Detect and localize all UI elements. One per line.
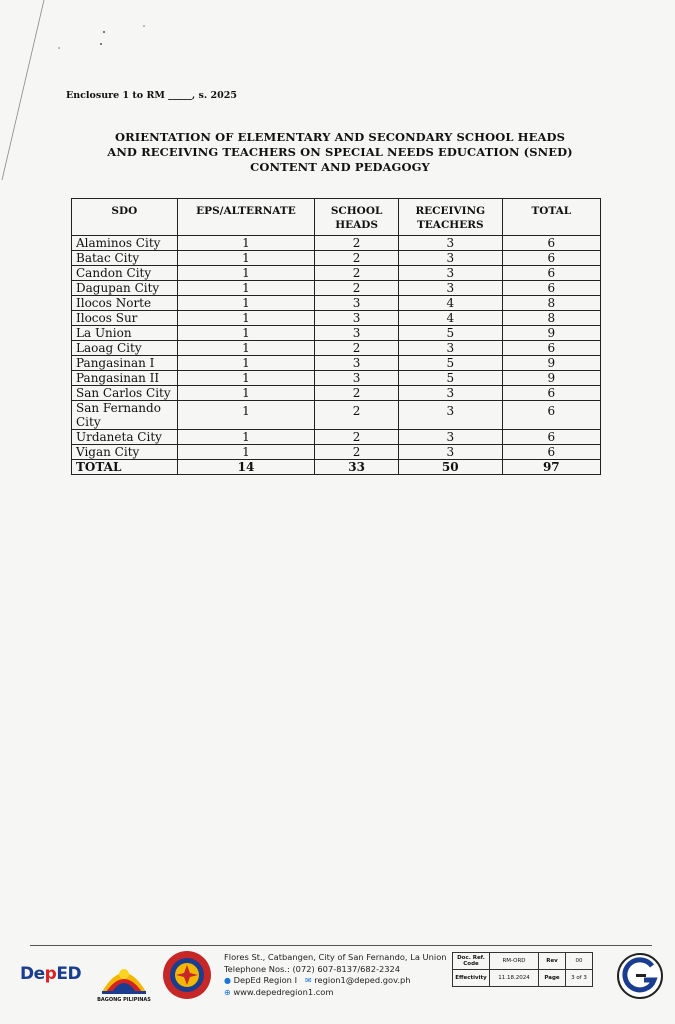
cell-eps: 1 bbox=[177, 296, 315, 311]
cell-eps: 1 bbox=[177, 371, 315, 386]
cell-school-heads: 3 bbox=[315, 296, 399, 311]
document-reference-table bbox=[452, 952, 593, 987]
cell-eps: 1 bbox=[177, 266, 315, 281]
table-row bbox=[72, 445, 601, 460]
email-icon: ✉ bbox=[304, 976, 312, 985]
deped-logo-text-a: De bbox=[20, 964, 45, 984]
cell-school-heads: 3 bbox=[315, 371, 399, 386]
cell-receiving-teachers: 5 bbox=[398, 371, 502, 386]
cell-eps: 1 bbox=[177, 356, 315, 371]
table-row bbox=[72, 296, 601, 311]
cell-total: 6 bbox=[502, 401, 600, 430]
cell-receiving-teachers: 3 bbox=[398, 386, 502, 401]
cell-receiving-teachers: 5 bbox=[398, 356, 502, 371]
header-sdo: SDO bbox=[72, 199, 178, 236]
cell-eps: 1 bbox=[177, 430, 315, 445]
cell-total: 6 bbox=[502, 430, 600, 445]
cell-sdo: Dagupan City bbox=[72, 281, 178, 296]
cell-sdo: Ilocos Sur bbox=[72, 311, 178, 326]
cell-total: 6 bbox=[502, 266, 600, 281]
cell-school-heads: 2 bbox=[315, 251, 399, 266]
cell-eps: 1 bbox=[177, 311, 315, 326]
deped-region-seal bbox=[162, 950, 212, 1000]
cell-total: 9 bbox=[502, 326, 600, 341]
table-row bbox=[72, 326, 601, 341]
table-row bbox=[72, 311, 601, 326]
cell-receiving-teachers: 5 bbox=[398, 326, 502, 341]
address-text: Flores St., Catbangen, City of San Fernando, La Union bbox=[224, 952, 447, 962]
cell-total: 6 bbox=[502, 281, 600, 296]
doc-ref-label: Doc. Ref. Code bbox=[453, 953, 490, 970]
page-label: Page bbox=[539, 970, 566, 987]
cell-receiving-teachers: 4 bbox=[398, 311, 502, 326]
cell-sdo: Pangasinan II bbox=[72, 371, 178, 386]
cell-sdo: La Union bbox=[72, 326, 178, 341]
contact-info bbox=[224, 952, 447, 998]
bagong-pilipinas-text: BAGONG PILIPINAS bbox=[97, 997, 151, 1003]
cell-school-heads: 3 bbox=[315, 311, 399, 326]
cell-eps: 1 bbox=[177, 281, 315, 296]
iso-certification-logo bbox=[616, 952, 664, 1000]
cell-receiving-teachers: 3 bbox=[398, 266, 502, 281]
cell-school-heads: 2 bbox=[315, 386, 399, 401]
deped-logo-text-c: ED bbox=[56, 964, 82, 984]
header-eps-alternate: EPS/ALTERNATE bbox=[177, 199, 315, 236]
table-row bbox=[72, 386, 601, 401]
bagong-pilipinas-logo bbox=[96, 952, 152, 1002]
cell-total: 6 bbox=[502, 251, 600, 266]
cell-total: 6 bbox=[502, 341, 600, 356]
cell-total: 8 bbox=[502, 311, 600, 326]
cell-total: 6 bbox=[502, 236, 600, 251]
cell-total-school-heads: 33 bbox=[315, 460, 399, 475]
cell-receiving-teachers: 3 bbox=[398, 341, 502, 356]
effectivity-label: Effectivity bbox=[453, 970, 490, 987]
cell-receiving-teachers: 3 bbox=[398, 401, 502, 430]
title-line-1: ORIENTATION OF ELEMENTARY AND SECONDARY SCHOOL HEADS bbox=[115, 130, 565, 144]
facebook-icon: ● bbox=[224, 976, 231, 985]
total-row bbox=[72, 460, 601, 475]
email-text[interactable]: region1@deped.gov.ph bbox=[314, 975, 411, 985]
table-row bbox=[72, 371, 601, 386]
table-row bbox=[72, 430, 601, 445]
cell-receiving-teachers: 3 bbox=[398, 445, 502, 460]
cell-receiving-teachers: 3 bbox=[398, 281, 502, 296]
cell-total-label: TOTAL bbox=[72, 460, 178, 475]
table-row bbox=[72, 236, 601, 251]
enclosure-label: Enclosure 1 to RM _____, s. 2025 bbox=[66, 90, 237, 101]
cell-sdo: San Carlos City bbox=[72, 386, 178, 401]
facebook-text[interactable]: DepEd Region I bbox=[233, 975, 298, 985]
cell-sdo: Urdaneta City bbox=[72, 430, 178, 445]
cell-receiving-teachers: 3 bbox=[398, 430, 502, 445]
cell-receiving-teachers: 4 bbox=[398, 296, 502, 311]
header-total: TOTAL bbox=[502, 199, 600, 236]
cell-total: 6 bbox=[502, 445, 600, 460]
footer-divider bbox=[30, 945, 652, 946]
table-row bbox=[72, 266, 601, 281]
table-row bbox=[72, 281, 601, 296]
table-header-row bbox=[72, 199, 601, 236]
cell-eps: 1 bbox=[177, 236, 315, 251]
cell-sdo: Batac City bbox=[72, 251, 178, 266]
cell-sdo: San Fernando City bbox=[72, 401, 178, 430]
cell-sdo: Vigan City bbox=[72, 445, 178, 460]
rev-value: 00 bbox=[566, 953, 593, 970]
cell-eps: 1 bbox=[177, 251, 315, 266]
cell-school-heads: 2 bbox=[315, 341, 399, 356]
website-row bbox=[224, 987, 447, 999]
cell-eps: 1 bbox=[177, 326, 315, 341]
cell-sdo: Pangasinan I bbox=[72, 356, 178, 371]
cell-sdo: Alaminos City bbox=[72, 236, 178, 251]
table-row bbox=[72, 356, 601, 371]
page-value: 3 of 3 bbox=[566, 970, 593, 987]
cell-school-heads: 2 bbox=[315, 281, 399, 296]
cell-total: 9 bbox=[502, 371, 600, 386]
cell-school-heads: 2 bbox=[315, 445, 399, 460]
deped-logo bbox=[20, 964, 81, 984]
cell-eps: 1 bbox=[177, 445, 315, 460]
globe-icon: ⊕ bbox=[224, 987, 231, 997]
cell-total: 9 bbox=[502, 356, 600, 371]
rev-label: Rev bbox=[539, 953, 566, 970]
cell-total: 8 bbox=[502, 296, 600, 311]
cell-sdo: Candon City bbox=[72, 266, 178, 281]
cell-total-eps: 14 bbox=[177, 460, 315, 475]
telephone-text: Telephone Nos.: (072) 607-8137/682-2324 bbox=[224, 963, 401, 974]
cell-school-heads: 3 bbox=[315, 356, 399, 371]
deped-logo-text-b: p bbox=[44, 964, 57, 984]
document-title bbox=[60, 130, 620, 175]
participants-table bbox=[71, 198, 601, 475]
cell-sdo: Ilocos Norte bbox=[72, 296, 178, 311]
cell-school-heads: 2 bbox=[315, 401, 399, 430]
cell-receiving-teachers: 3 bbox=[398, 236, 502, 251]
cell-total: 6 bbox=[502, 386, 600, 401]
table-row bbox=[72, 251, 601, 266]
header-receiving-teachers: RECEIVING TEACHERS bbox=[398, 199, 502, 236]
table-row bbox=[72, 341, 601, 356]
cell-school-heads: 2 bbox=[315, 266, 399, 281]
cell-school-heads: 2 bbox=[315, 236, 399, 251]
cell-total-receiving-teachers: 50 bbox=[398, 460, 502, 475]
title-line-2: AND RECEIVING TEACHERS ON SPECIAL NEEDS EDUCATION (SNED) bbox=[107, 145, 573, 159]
social-row bbox=[224, 975, 447, 987]
cell-school-heads: 3 bbox=[315, 326, 399, 341]
cell-eps: 1 bbox=[177, 341, 315, 356]
doc-ref-value: RM-ORD bbox=[490, 953, 539, 970]
cell-school-heads: 2 bbox=[315, 430, 399, 445]
cell-receiving-teachers: 3 bbox=[398, 251, 502, 266]
cell-sdo: Laoag City bbox=[72, 341, 178, 356]
table-row bbox=[72, 401, 601, 430]
header-school-heads: SCHOOL HEADS bbox=[315, 199, 399, 236]
cell-grand-total: 97 bbox=[502, 460, 600, 475]
cell-eps: 1 bbox=[177, 386, 315, 401]
cell-eps: 1 bbox=[177, 401, 315, 430]
website-text[interactable]: www.depedregion1.com bbox=[233, 986, 334, 997]
effectivity-value: 11.18.2024 bbox=[490, 970, 539, 987]
title-line-3: CONTENT AND PEDAGOGY bbox=[250, 160, 430, 174]
